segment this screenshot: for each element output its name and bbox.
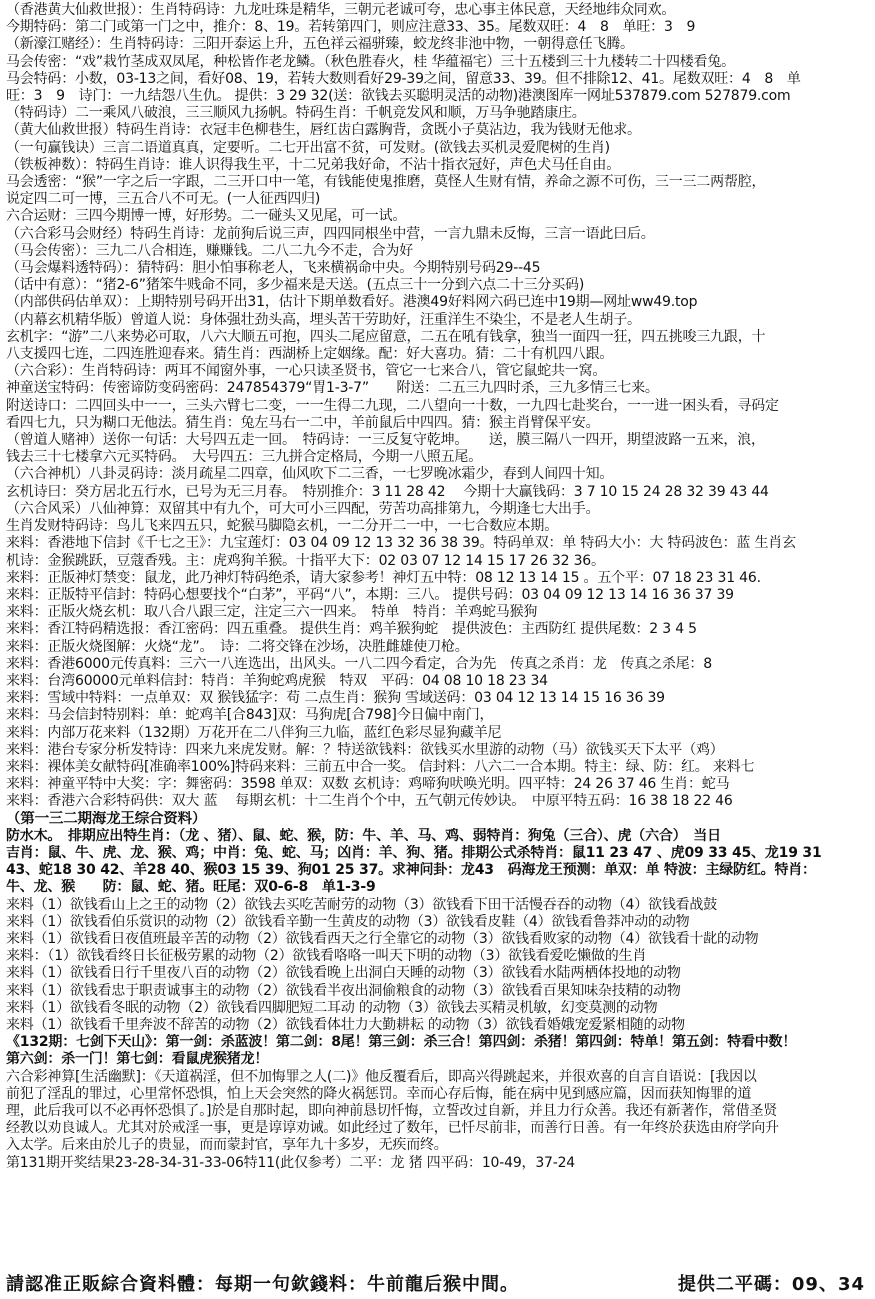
text-line: （话中有意）：“猪2-6”猪笨牛贱命不同，多少福来是天送。(五点三十一分到六点二十三分买码): [6, 277, 585, 294]
story-line: 六合彩神算[生活幽默]：《天道祸淫，但不加悔罪之人(二)》他反覆看后，即高兴得跳起来，并很欢喜的自言自语说：[我因以: [6, 1068, 757, 1085]
text-line: 来料：正版火烧图解：火烧“龙”。 诗：二将交锋在沙场，决胜雌雄使刀枪。: [6, 638, 469, 655]
text-line: （马会传密）：三九二八合相连，赚赚钱。二八二九今不走，合为好: [6, 242, 413, 259]
text-line: （六合神机）八卦灵码诗：淡月疏星二四章，仙风吹下二三香，一七罗晚冰霜少，春到人间四十知。: [6, 466, 614, 483]
text-line: 今期特码：第二门或第一门之中，推介：8、19。若转第四门，则应注意33、35。尾数双旺：4 8 单旺：3 9: [6, 19, 696, 36]
text-line: 六合运财：三四今期博一博，好形势。二一碰头又见尾，可一试。: [6, 208, 407, 225]
story-line: 经教以劝良诚人。尤其对於戒淫一事，更是谆谆劝诫。如此经过了数年，已忏尽前非，而善行日善。有一年终於获选由府学向升: [6, 1120, 779, 1137]
riddle-line: 来料：（1）欲钱看终日长征极劳累的动物（2）欲钱看咯咯一叫天下明的动物（3）欲钱看爱吃懒做的生肖: [6, 948, 647, 965]
footer-numbers: 提供二平碼：09、34: [677, 1274, 865, 1295]
riddle-line: 来料（1）欲钱看日夜值班最辛苦的动物（2）欲钱看西天之行全靠它的动物（3）欲钱看败家的动物（4）欲钱看十龀的动物: [6, 930, 759, 947]
footer-banner: [6, 1273, 869, 1297]
riddle-line: 来料（1）欲钱看伯乐赏识的动物（2）欲钱看辛勤一生黄皮的动物（3）欲钱看皮鞋（4）欲钱看鲁莽冲动的动物: [6, 913, 690, 930]
text-line: 生肖发财特码诗：鸟儿飞来四五只，蛇猴马脚隐玄机，一二分开二一中，一七合数应本期。: [6, 518, 558, 535]
text-line: （铁板神数）：特码生肖诗：谁人识得我生平，十二兄弟我好命，不沾十指衣冠好，声色犬马任自由。: [6, 156, 620, 173]
swords-line: 《132期：七剑下天山》：第一剑：杀蓝波！第二剑：8尾！第三剑：杀三合！第四剑：杀猪！第四剑：特单！第五剑：特看中数！: [6, 1034, 797, 1051]
main-lines: [6, 2, 869, 811]
story-line: 前犯了淫乱的罪过，心里常怀恐惧，怕上天会突然的降火祸惩罚。幸而心存后悔，能在病中见到感应篇，因而获知悔罪的道: [6, 1085, 752, 1102]
text-line: 来料：正版火烧玄机：取八合八跟三定，注定三六一四来。 特单 特肖：羊鸡蛇马猴狗: [6, 604, 538, 621]
text-line: （一句赢钱诀）三言二语道真真，定要听。二七开出富不贫，可发财。(欲钱去买机灵爱爬树的生肖): [6, 139, 610, 156]
text-line: 来料：神童平特中大奖：字：舞密码：3598 单双：双数 玄机诗：鸡啼狗吠唤光明。四平特：24 26 37 46 生肖：蛇马: [6, 776, 730, 793]
text-line: 机诗：金猴跳跃，豆蔻香残。主：虎鸡狗羊猴。十指平大下：02 03 07 12 14 15 17 26 32 36。: [6, 552, 605, 569]
text-line: 说定四二可一博，三五合八不可无。(一人征西四归): [6, 191, 321, 208]
text-line: （内部供码估单双）：上期特别号码开出31，估计下期单数看好。港澳49好料网六码已连中19期—网址ww49.top: [6, 294, 698, 311]
section-line: 防水木。 排期应出特生肖：（龙 、猪）、鼠、蛇、猴，防：牛、羊、马、鸡、弱特肖：狗兔（三合）、虎（六合） 当日: [6, 827, 721, 844]
section-title: （第一三二期海龙王综合资料）: [6, 810, 207, 827]
story-line: 入太学。后来由於儿子的贵显，而而蒙封官，享年九十多岁，无疾而终。: [6, 1137, 448, 1154]
text-line: 来料：台湾60000元单料信封：特肖：羊狗蛇鸡虎猴 特双 平码：04 08 10 18 23 34: [6, 672, 548, 689]
swords-line: 第六剑：杀一门！第七剑：看鼠虎猴猪龙！: [6, 1051, 269, 1068]
text-line: 看四七九，只为糊口无他法。猜生肖：兔左马右一二中，羊前鼠后中四四。猜：猴主肖臂保平安。: [6, 414, 600, 431]
result-line: 第131期开奖结果23-28-34-31-33-06特11(此仅参考）二平：龙 猪 四平码：10-49，37-24: [6, 1154, 576, 1171]
text-line: 来料：马会信封特别料：单：蛇鸡羊[合843]双：马狗虎[合798]今日偏中南门，: [6, 707, 494, 724]
text-line: 神童送宝特码：传密谛防变码密码：247854379“胃1-3-7” 附送：二五三九四时杀，三九多情三七来。: [6, 380, 659, 397]
text-line: （曾道人赌神）送你一句话：大号四五走一回。 特码诗：一三反复守乾坤。 送，膜三隔八一四开，期望波路一五来，浪，: [6, 432, 765, 449]
text-line: 马会传密：“戏”栽竹茎成双凤尾，种松皆作老龙鳞。（秋色胜春火，桂 华蕴福宅）三十五楼到三十九楼转二十四楼看兔。: [6, 53, 735, 70]
text-line: 来料：裸体美女献特码[准确率100%]特码来料：三前五中合一奖。 信封料：八六二一合本期。特主：绿、防：红。 来料七: [6, 758, 755, 775]
riddle-list: [6, 897, 869, 1035]
riddle-line: 来料（1）欲钱看日行千里夜八百的动物（2）欲钱看晚上出洞白天睡的动物（3）欲钱看水陆两栖体投地的动物: [6, 965, 681, 982]
text-line: （特码诗）二一乘风八破浪，三三顺风九扬帆。特码生肖：千帆竞发风和顺，万马争驰踏康庄。: [6, 105, 586, 122]
text-line: （香港黄大仙救世报）：生肖特码诗：九龙吐珠是精华，三朝元老诚可夸，忠心事主体民意，天经地纬众同欢。: [6, 2, 676, 18]
section-line: 吉肖：鼠、牛、虎、龙、猴、鸡；中肖：兔、蛇、马；凶肖：羊、狗、猪。排期公式杀特肖：鼠11 23 47 、虎09 33 45、龙19 31: [6, 844, 822, 861]
text-line: （马会爆料透特码）：猜特码：胆小怕事称老人，飞来横祸命中央。今期特别号码29--45: [6, 260, 541, 277]
section-line: 43、蛇18 30 42、羊28 40、猴03 15 39、狗01 25 37。求神问卦：龙43 码海龙王预测：单双：单 特波：主绿防红。特肖：: [6, 862, 816, 879]
text-line: 来料：内部万花来料（132期）万花开在二八伴狗三九临，蓝红色彩尽显狗藏羊尼: [6, 724, 502, 741]
hailongwang-section: [6, 811, 869, 897]
text-line: （内幕玄机精华版）曾道人说：身体强壮劲头高，埋头苦干劳助好，汪重洋生不染尘，不是老人生胡子。: [6, 311, 641, 328]
text-line: 来料：正版神灯禁变：鼠龙，此乃神灯特码绝杀，请大家参考！神灯五中特：08 12 13 14 15 。五个平：07 18 23 31 46.: [6, 569, 761, 586]
text-line: 附送诗口：二四回头中一一，三头六臂七二变，一一生得二九现，二八望向一十数，一九四七赴奖台，一一进一困头看，寻码定: [6, 397, 779, 414]
riddle-line: 来料（1）欲钱看千里奔波不辞苦的动物（2）欲钱看体壮力大勤耕耘 的动物（3）欲钱看婚娥宠爱紧相随的动物: [6, 1016, 685, 1033]
text-line: 来料：香港6000元传真料：三六一八连选出，出风头。一八二四今看定，合为先 传真之杀肖：龙 传真之杀尾：8: [6, 655, 712, 672]
text-line: 旺：3 9 诗门：一九结怨八生仇。 提供：3 29 32(送：欲钱去买聪明灵活的动物)港澳图库一网址537879.com 527879.com: [6, 88, 791, 105]
footer-slogan: 請認准正販綜合資料體：每期一句欽錢料：牛前龍后猴中間。: [6, 1274, 519, 1295]
text-line: （新濠江赌经）：生肖特码诗：三阳开泰运上升，五色祥云福骈臻，蛟龙终非池中物，一朝得意任飞腾。: [6, 36, 634, 53]
story-block: [6, 1069, 869, 1155]
text-line: 来料：香江特码精选报：香江密码：四五重叠。 提供生肖：鸡羊猴狗蛇 提供波色：主西防红 提供尾数：2 3 4 5: [6, 621, 697, 638]
text-line: 八支援四七连，二四连胜迎春来。猜生肖：西湖桥上定姻缘。配：好大喜功。猜：二十有机四八跟。: [6, 346, 614, 363]
text-line: 玄机字：“游”二八来势必可取，八六大顺五可抱，四头二尾应留意，二五在吼有钱拿，独当一面四一狂，四五挑唆三九跟，十: [6, 328, 766, 345]
story-line: 理，此后我可以不必再怀恐惧了。]於是自那时起，即向神前恳切忏悔，立誓改过自新，并且力行众善。我还有新著作，常借圣贤: [6, 1103, 778, 1119]
text-line: 马会透密：“猴”一字之后一字跟，二三开口中一笔，有钱能使鬼推磨，莫怪人生财有情，养命之源不可伤，三一三二两帮腔，: [6, 174, 766, 191]
riddle-line: 来料（1）欲钱看山上之王的动物（2）欲钱去买吃苦耐劳的动物（3）欲钱看下田干活慢吞吞的动物（4）欲钱看战鼓: [6, 896, 718, 913]
text-line: 来料：香港六合彩特码供：双大 蓝 每期玄机：十二生肖个个中，五气朝元传妙诀。 中原平特五码：16 38 18 22 46: [6, 793, 733, 810]
riddle-line: 来料（1）欲钱看忠于职责诚事主的动物（2）欲钱看半夜出洞偷粮食的动物（3）欲钱看百果知味杂技精的动物: [6, 982, 681, 999]
text-line: 来料：正版特平信封：特码心想要找个“白茅”，平码“八”，本期：三八。 提供号码：03 04 09 12 13 14 16 36 37 39: [6, 586, 734, 603]
section-line: 牛、龙、猴 防：鼠、蛇、猪。旺尾：双0-6-8 单1-3-9: [6, 879, 376, 896]
seven-swords: [6, 1034, 869, 1068]
text-line: （黄大仙救世报）特码生肖诗：衣冠丰色柳巷生，唇红齿白露胸背，贪既小子莫沾边，我为钱财无他求。: [6, 122, 641, 139]
text-line: （六合彩）：生肖特码诗：两耳不闻窗外事，一心只读圣贤书，管它一七来合八，管它鼠蛇共一窝。: [6, 363, 607, 380]
text-line: （六合彩马会财经）特码生肖诗：龙前狗后说三声，四四同根坐中营，一言九鼎未反悔，三言一语此曰后。: [6, 225, 655, 242]
text-line: （六合风采）八仙神算：双留其中有九个，可大可小三四配，劳苦功高排第九，今期逢七大出手。: [6, 500, 600, 517]
text-line: 来料：雪域中特料：一点单双：双 猴钱猛字：苟 二点生肖：猴狗 雪域送码：03 04 12 13 14 15 16 36 39: [6, 690, 665, 707]
text-line: 玄机诗曰：癸方居北五行水，已号为无三月春。 特别推介：3 11 28 42 今期十大赢钱码：3 7 10 15 24 28 32 39 43 44: [6, 483, 769, 500]
riddle-line: 来料（1）欲钱看冬眠的动物（2）欲钱看四脚肥短二耳动 的动物（3）欲钱去买精灵机敏，幻变莫测的动物: [6, 999, 658, 1016]
text-line: 钱去三十七楼拿六元买特码。 大号四五：三九拼合定格局，今期一八照五尾。: [6, 449, 482, 466]
text-line: 马会特码：小数，03-13之间，看好08、19，若转大数则看好29-39之间，留意33、39。但不排除12、41。尾数双旺：4 8 单: [6, 70, 801, 87]
text-line: 来料：港台专家分析发特诗：四来九来虎发财。解：？特送欲钱料：欲钱买水里游的动物（马）欲钱买天下太平（鸡）: [6, 741, 724, 758]
text-line: 来料：香港地下信封《千七之王》：九宝莲灯：03 04 09 12 13 32 36 38 39。特码单双：单 特码大小：大 特码波色：蓝 生肖玄: [6, 535, 796, 552]
